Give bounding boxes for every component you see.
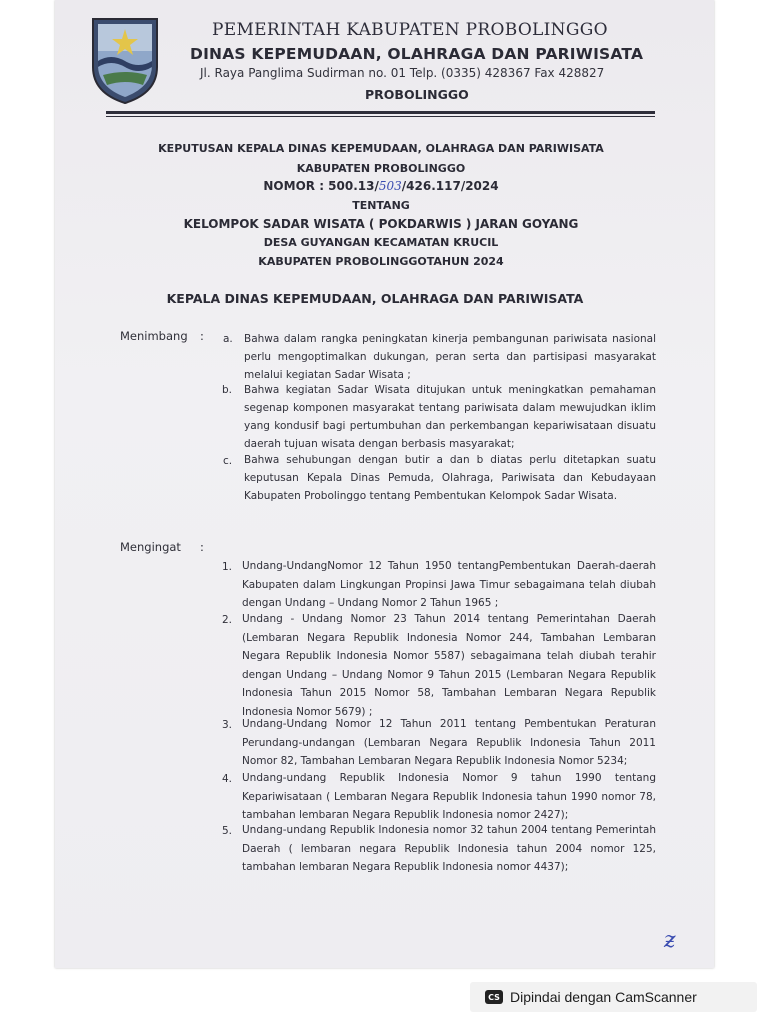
letterhead-rule-thick bbox=[106, 111, 655, 114]
mengingat-item-3: Undang-Undang Nomor 12 Tahun 2011 tentang Pembentukan Peraturan Perundang-undangan (Lembaran Negara Republik Indonesia Tahun 2011 Nomor 82, Tambahan Lembaran Negara Republik Indonesia Nomor 5234; bbox=[242, 718, 656, 767]
menimbang-mark-a: a. bbox=[223, 333, 233, 345]
decree-title: KEPUTUSAN KEPALA DINAS KEPEMUDAAN, OLAHRAGA DAN PARIWISATA bbox=[158, 142, 604, 155]
regency-emblem-logo bbox=[89, 15, 161, 105]
mengingat-label: Mengingat bbox=[120, 540, 181, 554]
mengingat-mark-1: 1. bbox=[222, 561, 233, 573]
menimbang-item-b: Bahwa kegiatan Sadar Wisata ditujukan untuk meningkatkan pemahaman segenap komponen masyarakat tentang pariwisata dalam mewujudkan iklim yang kondusif bagi pertumbuhan dan perkembangan kepariwisataan disuatu daerah tujuan wisata dengan berbasis masyarakat; bbox=[244, 384, 656, 450]
mengingat-item-4: Undang-undang Republik Indonesia Nomor 9 tahun 1990 tentang Kepariwisataan ( Lembaran Negara Republik Indonesia tahun 1990 nomor 78, tambahan lembaran Negara Republik Indonesia nomor 2427); bbox=[242, 772, 656, 821]
decree-subject-1: KELOMPOK SADAR WISATA ( POKDARWIS ) JARAN GOYANG bbox=[183, 217, 579, 231]
mengingat-item-1: Undang-UndangNomor 12 Tahun 1950 tentangPembentukan Daerah-daerah Kabupaten dalam Lingkungan Propinsi Jawa Timur sebagaimana telah diubah dengan Undang – Undang Nomor 2 Tahun 1965 ; bbox=[242, 560, 656, 609]
menimbang-label: Menimbang bbox=[120, 329, 188, 343]
letterhead-address: Jl. Raya Panglima Sudirman no. 01 Telp. (0335) 428367 Fax 428827 bbox=[200, 66, 605, 80]
decree-about: TENTANG bbox=[352, 199, 410, 212]
mengingat-mark-5: 5. bbox=[222, 825, 233, 837]
menimbang-item-a: Bahwa dalam rangka peningkatan kinerja pembangunan pariwisata nasional perlu mengoptimalkan dukungan, peran serta dan partisipasi masyarakat melalui kegiatan Sadar Wisata ; bbox=[244, 333, 656, 381]
menimbang-item-c: Bahwa sehubungan dengan butir a dan b diatas perlu ditetapkan suatu keputusan Kepala Dinas Pemuda, Olahraga, Pariwisata dan Kebudayaan Kabupaten Probolinggo tentang Pembentukan Kelompok Sadar Wisata. bbox=[244, 454, 656, 502]
letterhead-rule-thin bbox=[106, 116, 655, 117]
menimbang-mark-b: b. bbox=[222, 384, 233, 396]
mengingat-item-5: Undang-undang Republik Indonesia nomor 32 tahun 2004 tentang Pemerintah Daerah ( lembaran negara Republik Indonesia tahun 2004 nomor 125, tambahan lembaran Negara Republik Indonesia nomor 4437); bbox=[242, 824, 656, 873]
mengingat-colon: : bbox=[200, 540, 204, 554]
mengingat-mark-4: 4. bbox=[222, 773, 233, 785]
camscanner-watermark bbox=[470, 982, 757, 1012]
handwritten-number: 503 bbox=[378, 179, 402, 193]
mengingat-mark-3: 3. bbox=[222, 719, 233, 731]
letterhead-agency-line: DINAS KEPEMUDAAN, OLAHRAGA DAN PARIWISATA bbox=[190, 45, 644, 63]
decree-title-regency: KABUPATEN PROBOLINGGO bbox=[296, 162, 466, 175]
handwritten-initial: ƶ bbox=[664, 928, 676, 953]
camscanner-icon: CS bbox=[485, 990, 503, 1004]
camscanner-text: Dipindai dengan CamScanner bbox=[510, 989, 697, 1005]
mengingat-mark-2: 2. bbox=[222, 614, 233, 626]
letterhead-city: PROBOLINGGO bbox=[365, 87, 469, 102]
decree-subject-2: DESA GUYANGAN KECAMATAN KRUCIL bbox=[263, 236, 499, 249]
mengingat-item-2: Undang - Undang Nomor 23 Tahun 2014 tentang Pemerintahan Daerah (Lembaran Negara Republik Indonesia Nomor 244, Tambahan Lembaran Negara Republik Indonesia Nomor 5587) sebagaimana telah diubah terahir dengan Undang – Undang Nomor 9 Tahun 2015 (Lembaran Negara Republik Indonesia Tahun 2015 Nomor 58, Tambahan Lembaran Negara Republik Indonesia Nomor 5679) ; bbox=[242, 613, 656, 718]
menimbang-colon: : bbox=[200, 329, 204, 343]
decree-number: NOMOR : 500.13/503/426.117/2024 bbox=[263, 179, 499, 193]
menimbang-mark-c: c. bbox=[223, 455, 233, 467]
letterhead-government-line: PEMERINTAH KABUPATEN PROBOLINGGO bbox=[212, 20, 608, 40]
decree-issuer: KEPALA DINAS KEPEMUDAAN, OLAHRAGA DAN PARIWISATA bbox=[166, 291, 584, 306]
decree-subject-3: KABUPATEN PROBOLINGGOTAHUN 2024 bbox=[258, 255, 504, 268]
